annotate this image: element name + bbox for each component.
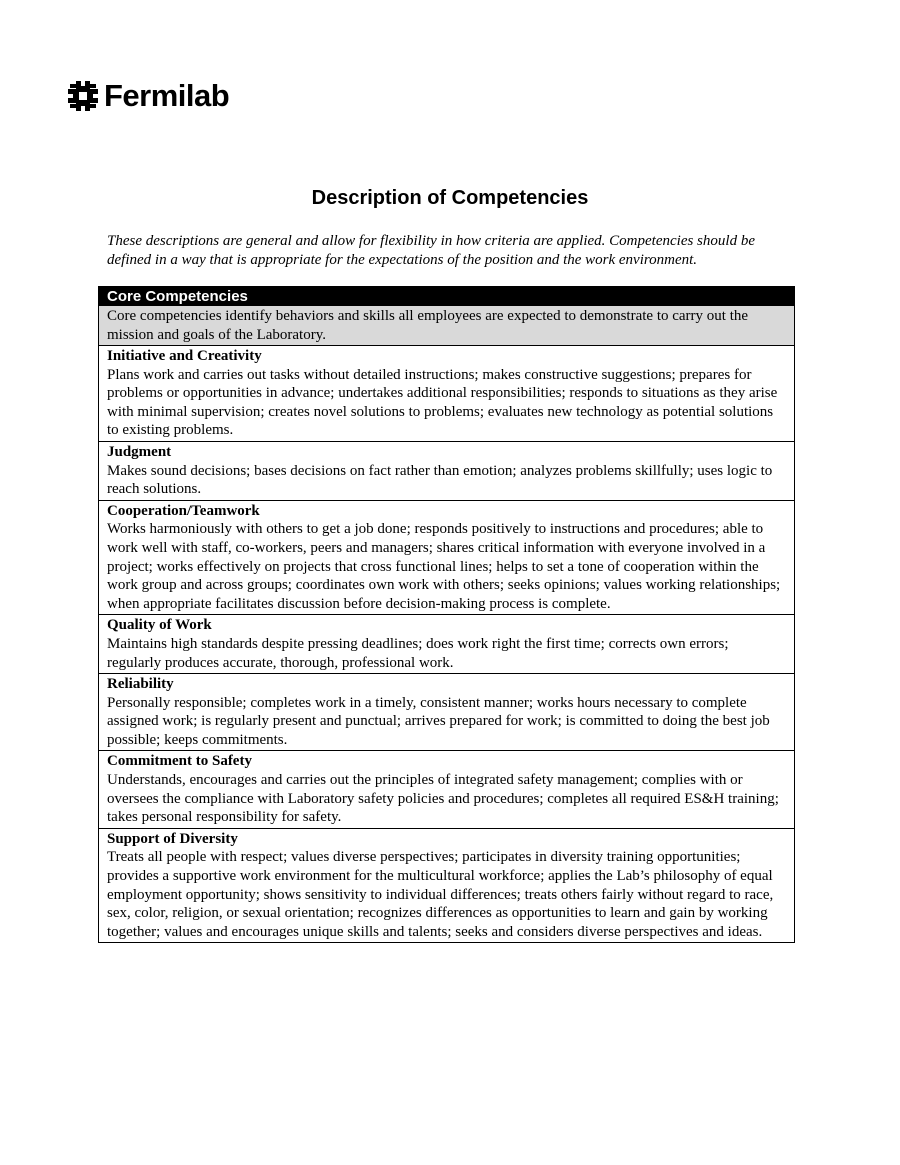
- competency-description: Works harmoniously with others to get a job done; responds positively to instructions and procedures; able to work well with staff, co-workers, peers and managers; shares critical information with everyone involved in a project; works effectively on projects that cross functional lines; helps to set a tone of cooperation within the work group and across groups; coordinates own work with others; seeks opinions; values working relationships; when appropriate facilitates discussion before decision-making process is complete.: [107, 521, 781, 612]
- competency-title: Quality of Work: [107, 617, 212, 634]
- competency-description: Plans work and carries out tasks without detailed instructions; makes constructive suggestions; prepares for problems or opportunities in advance; undertakes additional responsibilities; responds to situations as they arise with minimal supervision; creates novel solutions to problems; evaluates new technology as potential solutions to existing problems.: [107, 366, 778, 439]
- table-row: [99, 829, 794, 943]
- competency-title: Judgment: [107, 443, 172, 460]
- table-row: [99, 674, 794, 751]
- fermilab-logo-icon: [66, 79, 100, 113]
- page-title: Description of Competencies: [311, 187, 589, 209]
- table-row: [99, 442, 794, 501]
- table-rows: [99, 346, 794, 942]
- competency-title: Reliability: [107, 676, 174, 693]
- competency-description: Understands, encourages and carries out the principles of integrated safety management; complies with or oversees the compliance with Laboratory safety policies and procedures; completes all required ES&H training; takes personal responsibility for safety.: [107, 772, 779, 826]
- table-row: [99, 615, 794, 674]
- competency-description: Maintains high standards despite pressing deadlines; does work right the first time; corrects own errors; regularly produces accurate, thorough, professional work.: [107, 635, 729, 671]
- competency-title: Cooperation/Teamwork: [107, 502, 260, 519]
- competency-description: Makes sound decisions; bases decisions on fact rather than emotion; analyzes problems skillfully; uses logic to reach solutions.: [107, 462, 773, 498]
- table-header: Core Competencies: [99, 287, 794, 306]
- competency-title: Support of Diversity: [107, 830, 238, 847]
- competencies-table: [98, 286, 795, 943]
- competency-title: Commitment to Safety: [107, 753, 252, 770]
- intro-text: These descriptions are general and allow for flexibility in how criteria are applied. Competencies should be defined in a way that is appropriate for the expectations of the position and the work environment.: [107, 233, 755, 268]
- competency-description: Personally responsible; completes work in a timely, consistent manner; works hours necessary to complete assigned work; is regularly present and punctual; arrives prepared for work; is committed to doing the best job possible; keeps commitments.: [107, 694, 770, 748]
- competency-description: Treats all people with respect; values diverse perspectives; participates in diversity training opportunities; provides a supportive work environment for the multicultural workforce; applies the Lab’s philosophy of equal employment opportunity; shows sensitivity to individual differences; treats others fairly without regard to race, sex, color, religion, or sexual orientation; recognizes differences as opportunities to learn and gain by working together; values and encourages unique skills and talents; seeks and considers diverse perspectives and ideas.: [107, 849, 774, 940]
- competency-title: Initiative and Creativity: [107, 348, 262, 364]
- logo-text: Fermilab: [104, 78, 230, 113]
- table-subheader: Core competencies identify behaviors and skills all employees are expected to demonstrate to carry out the mission and goals of the Laboratory.: [99, 306, 794, 346]
- table-row: [99, 346, 794, 442]
- table-row: [99, 501, 794, 616]
- table-row: [99, 751, 794, 828]
- fermilab-logo: [66, 78, 229, 114]
